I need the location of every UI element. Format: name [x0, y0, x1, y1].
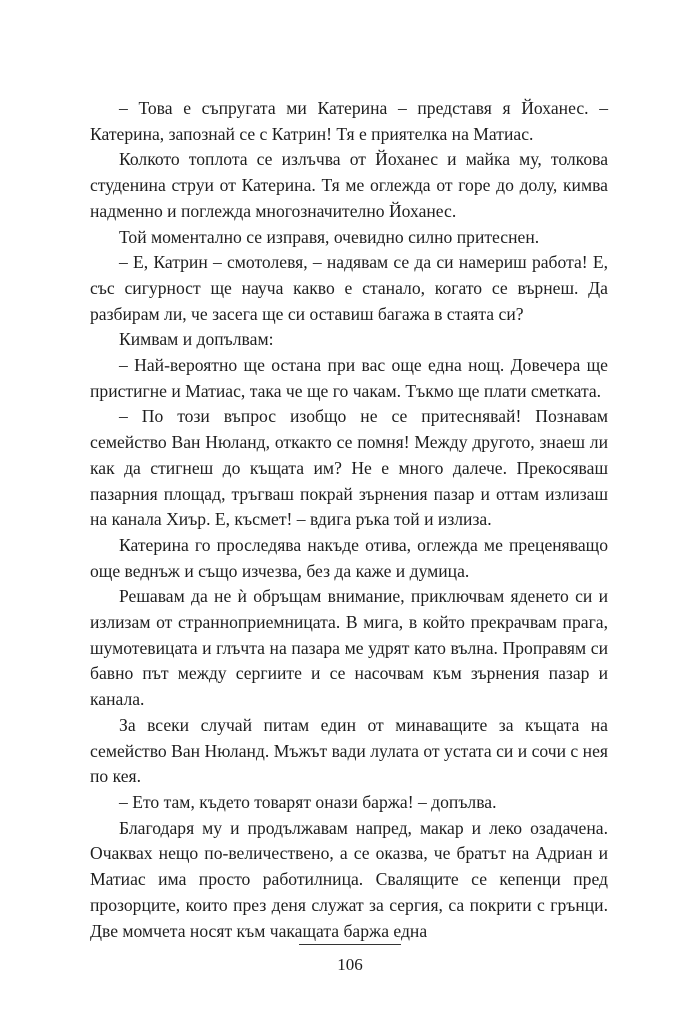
paragraph: – Е, Катрин – смотолевя, – надявам се да си намериш работа! Е, със сигурност ще науча какво е станало, когато се върнеш. Да разбирам ли, че засега ще си оставиш багажа в стаята си? — [90, 252, 608, 324]
footer-divider — [299, 944, 401, 945]
paragraph: – Най-вероятно ще остана при вас още една нощ. Довечера ще пристигне и Матиас, така че ще го чакам. Тъкмо ще плати сметката. — [90, 355, 608, 401]
paragraph: Решавам да не ѝ обръщам внимание, приключвам яденето си и излизам от странноприемницата. В мига, в който прекрачвам прага, шумотевицата и глъчта на пазара ме удрят като вълна. Проправям си бавно път между сергиите и се насочвам към зърнения пазар и канала. — [90, 586, 608, 710]
paragraph: Кимвам и допълвам: — [119, 329, 274, 350]
paragraph: – Това е съпругата ми Катерина – представя я Йоханес. – Катерина, запознай се с Катрин! Тя е приятелка на Матиас. — [90, 98, 608, 144]
paragraph: – По този въпрос изобщо не се притеснявай! Познавам семейство Ван Нюланд, откакто се помня! Между другото, знаеш ли как да стигнеш до къщата им? Не е много далече. Прекосяваш пазарния площад, тръгваш покрай зърнения пазар и оттам излизаш на канала Хиър. Е, късмет! – вдига ръка той и излиза. — [90, 406, 608, 530]
paragraph: Катерина го проследява накъде отива, оглежда ме преценяващо още веднъж и също изчезва, без да каже и думица. — [90, 534, 608, 581]
body-text — [90, 96, 608, 944]
paragraph: За всеки случай питам един от минаващите за къщата на семейство Ван Нюланд. Мъжът вади лулата от устата си и сочи с нея по кея. — [90, 714, 608, 787]
paragraph: Той моментално се изправя, очевидно силно притеснен. — [119, 226, 540, 247]
page-number: 106 — [337, 955, 363, 974]
paragraph: – Ето там, където товарят онази баржа! – допълва. — [119, 791, 497, 812]
paragraph: Благодаря му и продължавам напред, макар и леко озадачена. Очаквах нещо по-величествено, а се оказва, че братът на Адриан и Матиас има просто работилница. Свалящите се кепенци пред прозорците, които през деня служат за сергия, са покрити с грънци. Две момчета носят към чакащата баржа една — [90, 817, 608, 941]
paragraph: Колкото топлота се излъчва от Йоханес и майка му, толкова студенина струи от Катерина. Тя ме оглежда от горе до долу, кимва надменно и поглежда многозначително Йоханес. — [90, 149, 608, 221]
